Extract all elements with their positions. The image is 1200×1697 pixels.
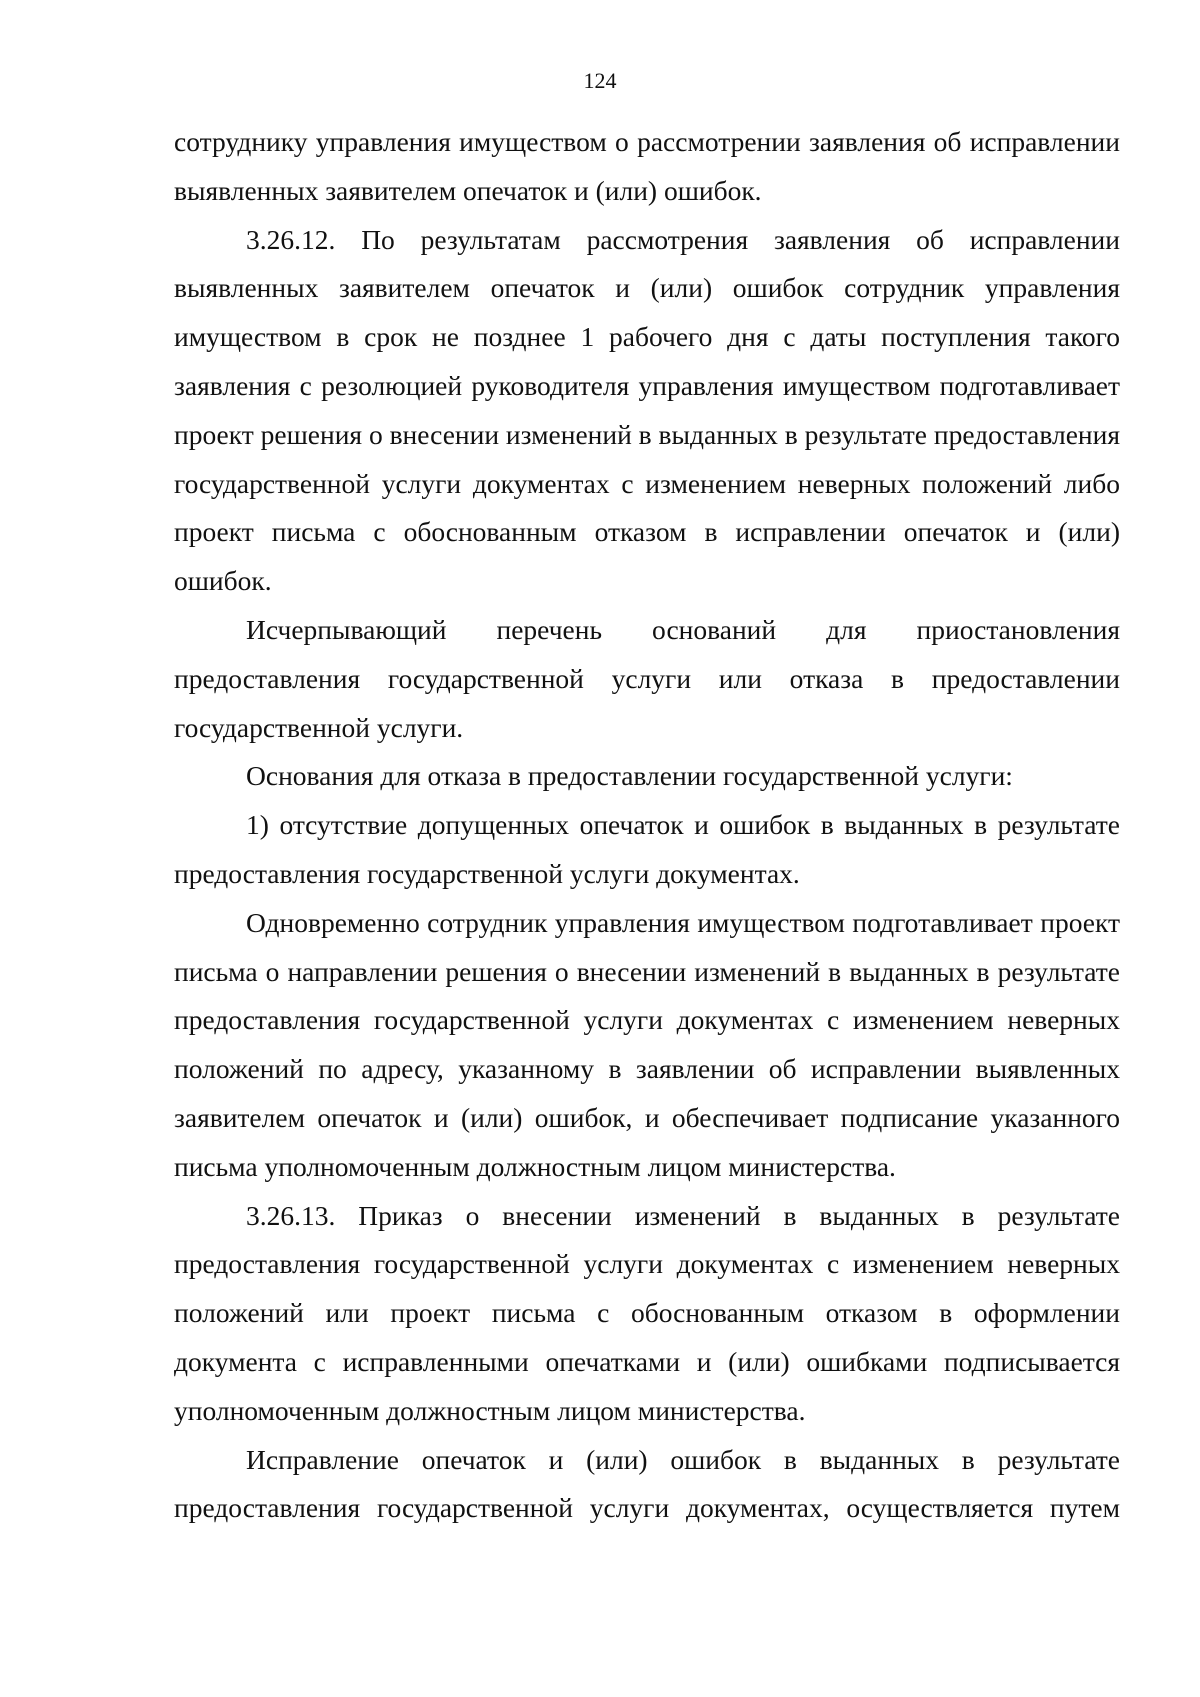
paragraph-continuation: сотруднику управления имуществом о рассмотрении заявления об исправлении выявленных заявителем опечаток и (или) ошибок. <box>174 126 1120 206</box>
paragraph-correction: Исправление опечаток и (или) ошибок в выданных в результате предоставления государственной услуги документах, осуществляется путем <box>174 1443 1120 1524</box>
paragraph-refusal-grounds: Основания для отказа в предоставлении государственной услуги: <box>246 760 1013 792</box>
paragraph-3-26-13: 3.26.13. Приказ о внесении изменений в выданных в результате предоставления государственной услуги документах с изменением неверных положений или проект письма с обоснованным отказом в оформлении документа с исправленными опечатками и (или) ошибками подписывается уполномоченным должностным лицом министерства. <box>174 1199 1120 1426</box>
paragraph-refusal-item-1: 1) отсутствие допущенных опечаток и ошибок в выданных в результате предоставления государственной услуги документах. <box>174 809 1120 889</box>
paragraph-3-26-12: 3.26.12. По результатам рассмотрения заявления об исправлении выявленных заявителем опечаток и (или) ошибок сотрудник управления имуществом в срок не позднее 1 рабочего дня с даты поступления такого заявления с резолюцией руководителя управления имуществом подготавливает проект решения о внесении изменений в выданных в результате предоставления государственной услуги документах с изменением неверных положений либо проект письма с обоснованным отказом в исправлении опечаток и (или) ошибок. <box>174 223 1121 597</box>
page-number: 124 <box>583 68 617 93</box>
paragraph-grounds-list-heading: Исчерпывающий перечень оснований для приостановления предоставления государственной услуги или отказа в предоставлении государственной услуги. <box>174 613 1120 743</box>
paragraph-simultaneously: Одновременно сотрудник управления имуществом подготавливает проект письма о направлении решения о внесении изменений в выданных в результате предоставления государственной услуги документах с изменением неверных положений по адресу, указанному в заявлении об исправлении выявленных заявителем опечаток и (или) ошибок, и обеспечивает подписание указанного письма уполномоченным должностным лицом министерства. <box>174 906 1120 1182</box>
document-body <box>174 118 1120 1533</box>
